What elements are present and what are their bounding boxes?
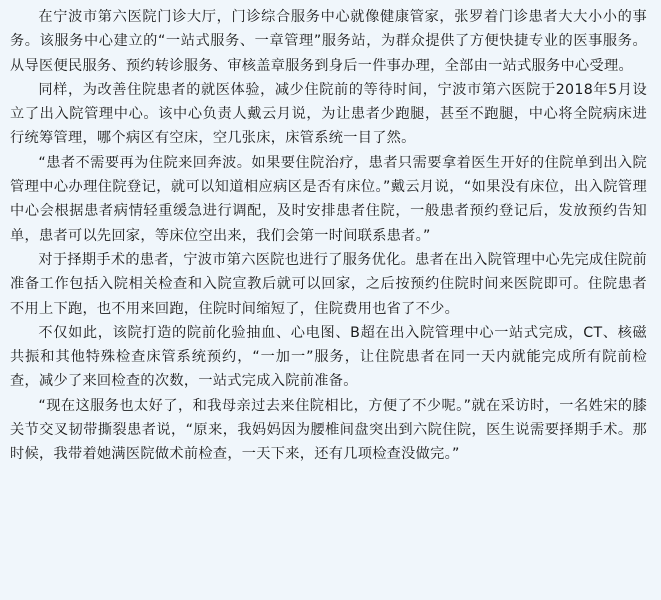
article-paragraph: 对于择期手术的患者，宁波市第六医院也进行了服务优化。患者在出入院管理中心先完成住院前准备工作包括入院相关检查和入院宣教后就可以回家，之后按预约住院时间来医院即可。住院患者不用上下跑，也不用来回跑，住院时间缩短了，住院费用也省了不少。 <box>10 251 647 317</box>
article-paragraph: “现在这服务也太好了，和我母亲过去来住院相比，方便了不少呢。”就在采访时，一名姓宋的膝关节交叉韧带撕裂患者说，“原来，我妈妈因为腰椎间盘突出到六院住院，医生说需要择期手术。那时候，我带着她满医院做术前检查，一天下来，还有几项检查没做完。” <box>10 397 647 463</box>
article-paragraph: 不仅如此，该院打造的院前化验抽血、心电图、B超在出入院管理中心一站式完成，CT、核磁共振和其他特殊检查床管系统预约，“一加一”服务，让住院患者在同一天内就能完成所有院前检查，减少了来回检查的次数，一站式完成入院前准备。 <box>10 324 647 390</box>
article-paragraph: 在宁波市第六医院门诊大厅，门诊综合服务中心就像健康管家，张罗着门诊患者大大小小的事务。该服务中心建立的“一站式服务、一章管理”服务站，为群众提供了方便快捷专业的医事服务。从导医便民服务、预约转诊服务、审核盖章服务到身后一件事办理，全部由一站式服务中心受理。 <box>10 9 647 74</box>
article-paragraph: “患者不需要再为住院来回奔波。如果要住院治疗，患者只需要拿着医生开好的住院单到出入院管理中心办理住院登记，就可以知道相应病区是否有床位。”戴云月说，“如果没有床位，出入院管理中心会根据患者病情轻重缓急进行调配，及时安排患者住院，一般患者预约登记后，发放预约告知单，患者可以先回家，等床位空出来，我们会第一时间联系患者。” <box>10 154 647 244</box>
article-paragraph: 同样，为改善住院患者的就医体验，减少住院前的等待时间，宁波市第六医院于2018年5月设立了出入院管理中心。该中心负责人戴云月说，为让患者少跑腿，甚至不跑腿，中心将全院病床进行统筹管理，哪个病区有空床，空几张床，床管系统一目了然。 <box>10 81 647 147</box>
